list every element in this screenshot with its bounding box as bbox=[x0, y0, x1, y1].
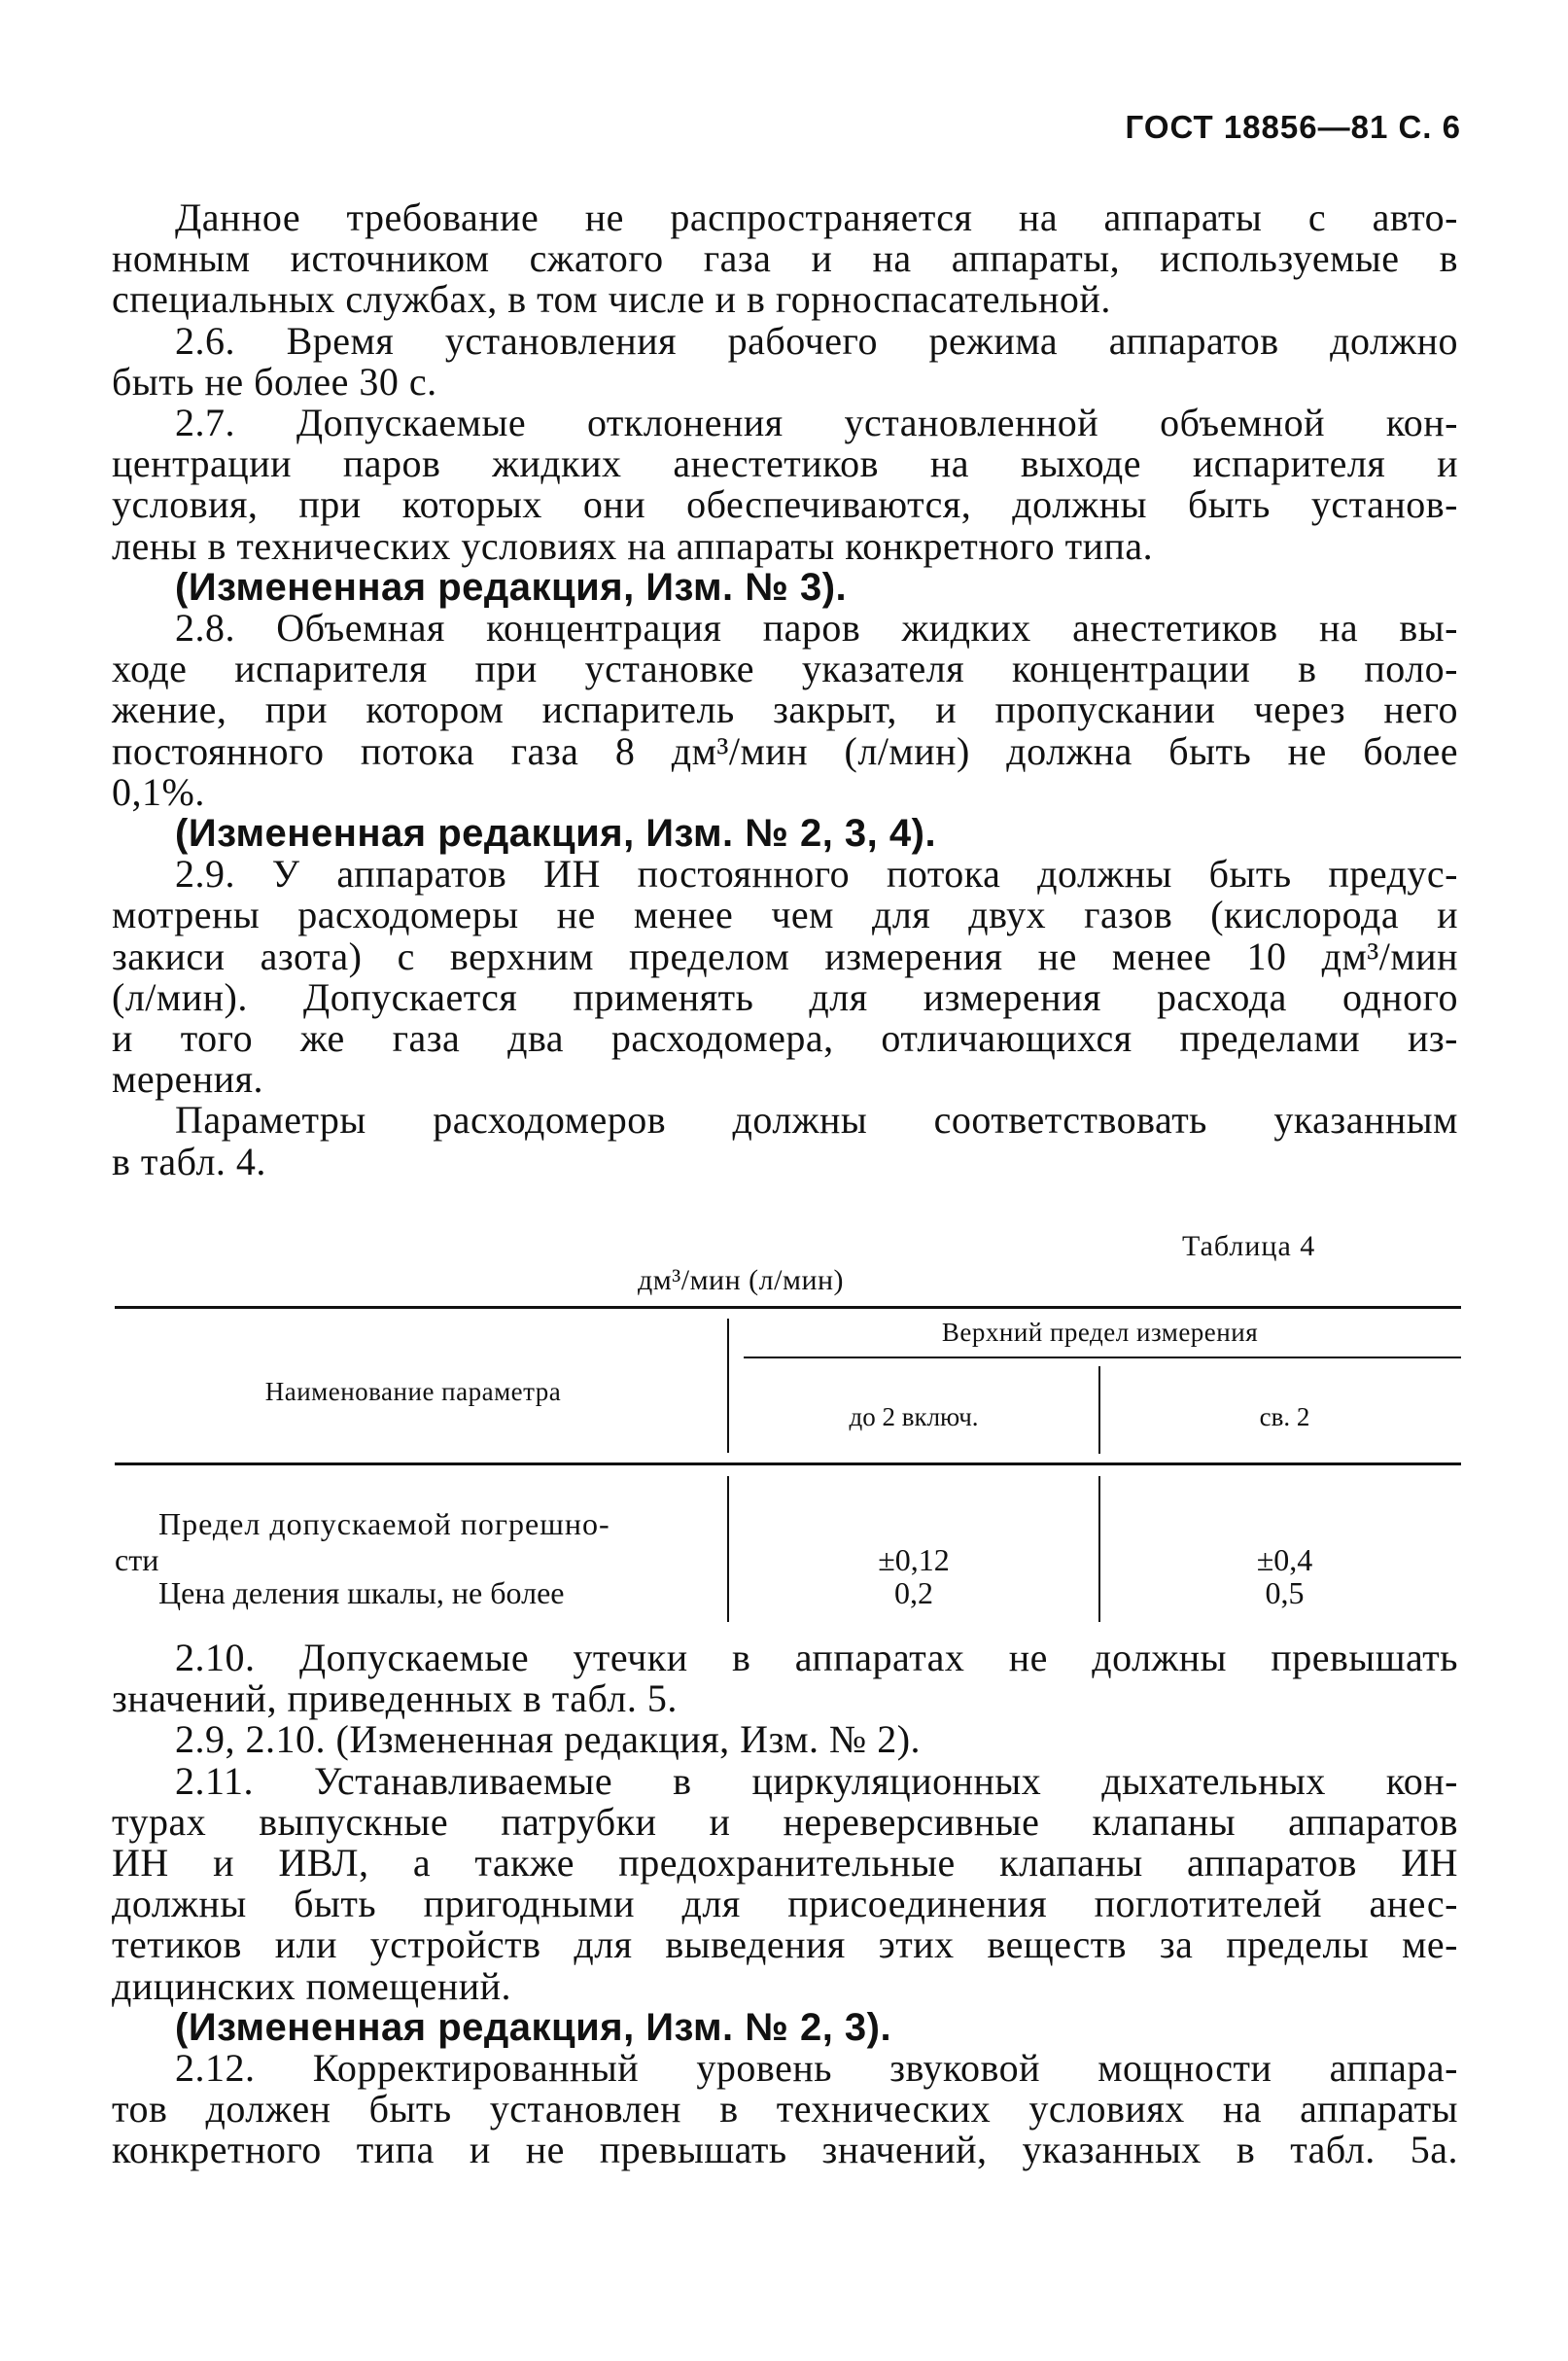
table-header-col1: до 2 включ. bbox=[849, 1402, 979, 1431]
text-line: номным источником сжатого газа и на аппараты, используемые в bbox=[112, 236, 1458, 281]
table-header-vertical-left bbox=[727, 1319, 729, 1453]
table-row-1-name-line1: Предел допускаемой погрешно- bbox=[158, 1506, 610, 1541]
table-group-rule bbox=[744, 1357, 1461, 1358]
text-line: закиси азота) с верхним пределом измерения не менее 10 дм³/мин bbox=[112, 934, 1458, 978]
text-line: тов должен быть установлен в технических условиях на аппараты bbox=[112, 2087, 1458, 2132]
page-header: ГОСТ 18856—81 С. 6 bbox=[1125, 109, 1461, 145]
text-line: ходе испарителя при установке указателя концентрации в поло- bbox=[112, 647, 1458, 691]
table-units: дм³/мин (л/мин) bbox=[638, 1264, 845, 1296]
text-line: центрации паров жидких анестетиков на выходе испарителя и bbox=[112, 441, 1458, 486]
table-caption: Таблица 4 bbox=[1182, 1230, 1316, 1262]
text-line: 2.9, 2.10. (Измененная редакция, Изм. № 2). bbox=[175, 1717, 922, 1762]
table-body-vertical-left bbox=[727, 1476, 729, 1622]
text-line: условия, при которых они обеспечиваются, должны быть установ- bbox=[112, 482, 1458, 527]
table-top-rule bbox=[115, 1306, 1461, 1309]
text-line: постоянного потока газа 8 дм³/мин (л/мин) должна быть не более bbox=[112, 728, 1458, 773]
table-row-1-col2: ±0,4 bbox=[1256, 1542, 1313, 1577]
text-line: жение, при котором испаритель закрыт, и пропускании через него bbox=[112, 687, 1458, 732]
table-row-1-col1: ±0,12 bbox=[878, 1542, 950, 1577]
text-line: 2.9. У аппаратов ИН постоянного потока должны быть предус- bbox=[175, 852, 1458, 897]
table-header-param: Наименование параметра bbox=[264, 1377, 562, 1406]
text-line: (Измененная редакция, Изм. № 2, 3, 4). bbox=[175, 812, 937, 855]
text-line: специальных службах, в том числе и в горноспасательной. bbox=[112, 277, 1111, 322]
table-header-vertical-right bbox=[1098, 1366, 1100, 1454]
text-line: 2.6. Время установления рабочего режима аппаратов должно bbox=[175, 318, 1458, 363]
text-line: (л/мин). Допускается применять для измерения расхода одного bbox=[112, 974, 1458, 1019]
text-line: 2.11. Устанавливаемые в циркуляционных дыхательных кон- bbox=[175, 1758, 1458, 1803]
table-header-bottom-rule bbox=[115, 1462, 1461, 1465]
text-line: быть не более 30 с. bbox=[112, 359, 437, 404]
table-header-group: Верхний предел измерения bbox=[941, 1318, 1259, 1347]
text-line: мотрены расходомеры не менее чем для двух газов (кислорода и bbox=[112, 893, 1458, 937]
text-line: (Измененная редакция, Изм. № 2, 3). bbox=[175, 2005, 892, 2049]
text-line: 0,1%. bbox=[112, 769, 205, 814]
text-line: 2.7. Допускаемые отклонения установленной объемной кон- bbox=[175, 401, 1458, 444]
text-line: конкретного типа и не превышать значений, указанных в табл. 5а. bbox=[112, 2128, 1458, 2172]
text-line: должны быть пригодными для присоединения поглотителей анес- bbox=[112, 1882, 1458, 1926]
text-line: лены в технических условиях на аппараты конкретного типа. bbox=[112, 523, 1154, 568]
text-line: Данное требование не распространяется на аппараты с авто- bbox=[175, 195, 1458, 239]
text-line: и того же газа два расходомера, отличающихся пределами из- bbox=[112, 1016, 1458, 1060]
text-line: 2.12. Корректированный уровень звуковой мощности аппара- bbox=[175, 2046, 1458, 2090]
text-line: дицинских помещений. bbox=[112, 1963, 512, 2008]
table-row-2-col1: 0,2 bbox=[894, 1575, 933, 1610]
text-line: Параметры расходомеров должны соответствовать указанным bbox=[175, 1098, 1458, 1143]
table-row-2-col2: 0,5 bbox=[1265, 1575, 1305, 1610]
text-line: в табл. 4. bbox=[112, 1139, 266, 1183]
text-line: тетиков или устройств для выведения этих веществ за пределы ме- bbox=[112, 1922, 1458, 1967]
table-row-2-name: Цена деления шкалы, не более bbox=[158, 1575, 565, 1610]
text-line: турах выпускные патрубки и нереверсивные клапаны аппаратов bbox=[112, 1799, 1458, 1844]
table-header-col2: св. 2 bbox=[1259, 1402, 1310, 1431]
text-line: (Измененная редакция, Изм. № 3). bbox=[175, 565, 848, 609]
text-line: значений, приведенных в табл. 5. bbox=[112, 1676, 678, 1721]
text-line: 2.10. Допускаемые утечки в аппаратах не должны превышать bbox=[175, 1636, 1458, 1679]
text-line: 2.8. Объемная концентрация паров жидких анестетиков на вы- bbox=[175, 606, 1458, 650]
table-row-1-name-line2: сти bbox=[115, 1542, 159, 1577]
text-line: мерения. bbox=[112, 1057, 264, 1102]
text-line: ИН и ИВЛ, а также предохранительные клапаны аппаратов ИН bbox=[112, 1841, 1458, 1885]
table-body-vertical-right bbox=[1098, 1476, 1100, 1622]
